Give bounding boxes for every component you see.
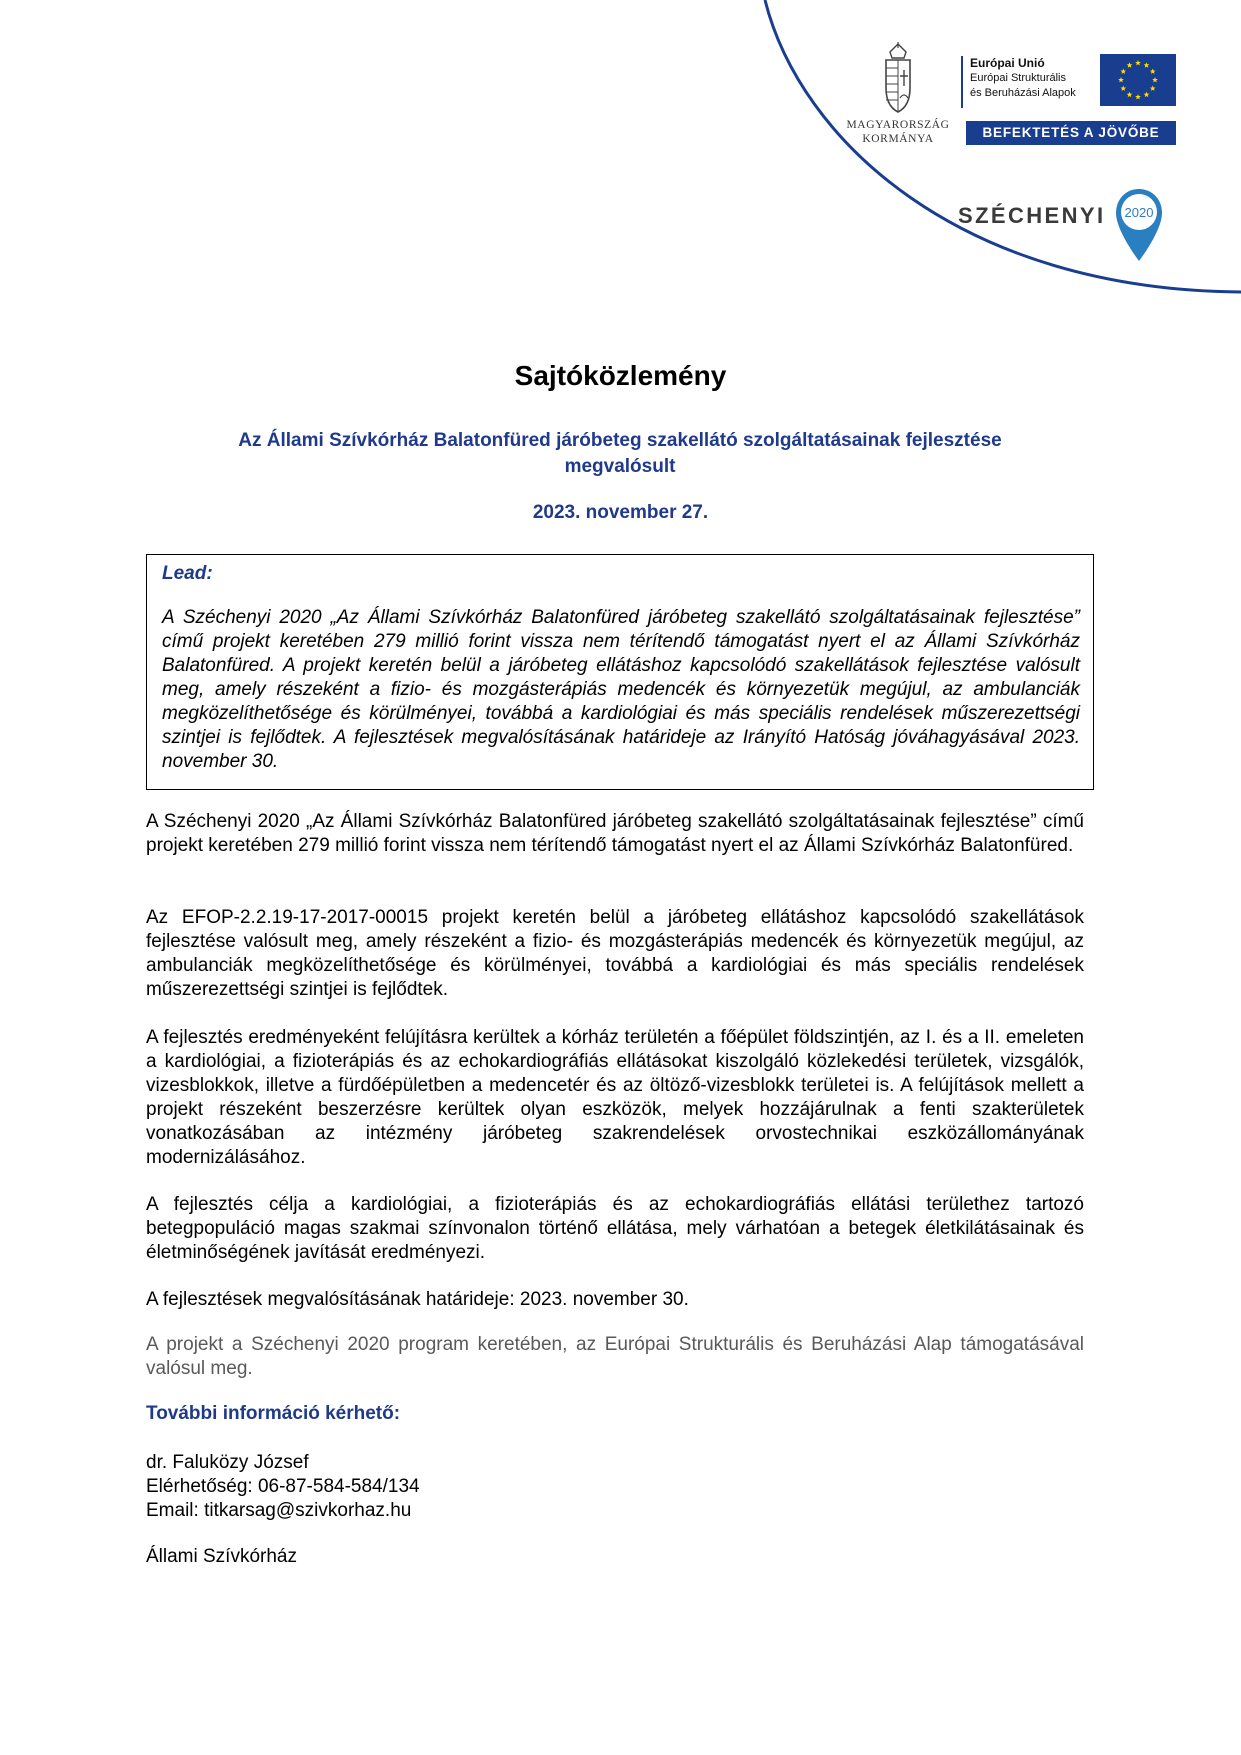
eu-logo-separator — [961, 56, 963, 108]
eu-banner: BEFEKTETÉS A JÖVŐBE — [966, 121, 1176, 145]
hungary-government-logo-text — [838, 118, 958, 146]
map-pin-icon — [1114, 187, 1164, 263]
more-info-heading: További információ kérhető: — [146, 1403, 401, 1424]
contact-email[interactable]: Email: titkarsag@szivkorhaz.hu — [146, 1500, 412, 1521]
page-title: Sajtóközlemény — [514, 360, 727, 391]
coat-of-arms-icon — [880, 42, 916, 116]
contact-name: dr. Faluközy József — [146, 1452, 309, 1473]
lead-text: A Széchenyi 2020 „Az Állami Szívkórház Balatonfüred járóbeteg szakellátó szolgáltatásainak fejlesztése” című projekt keretében 279 millió forint vissza nem térítendő támogatást nyert el az Állami Szívkórház Balatonfüred. A projekt keretén belül a járóbeteg ellátáshoz kapcsolódó szakellátások fejlesztése valósult meg, amely részeként a fizio- és mozgásterápiás medencék és környezetük megújul, az ambulanciák megközelíthetősége és körülményei, továbbá a kardiológiai és más speciális rendelések műszerezettségi szintjei is fejlődtek. A fejlesztések megvalósításának határideje az Irányító Hatóság jóváhagyásával 2023. november 30. — [162, 607, 1080, 772]
contact-phone: Elérhetőség: 06-87-584-584/134 — [146, 1476, 420, 1497]
paragraph-4: A fejlesztés célja a kardiológiai, a fizioterápiás és az echokardiográfiás ellátási területhez tartozó betegpopuláció magas szakmai színvonalon történő ellátása, mely várhatóan a betegek életkilátásainak és életminőségének javítását eredményezi. — [146, 1194, 1084, 1263]
hu-logo-line2: KORMÁNYA — [862, 133, 934, 145]
eu-line3: és Beruházási Alapok — [970, 87, 1076, 99]
paragraph-2: Az EFOP-2.2.19-17-2017-00015 projekt keretén belül a járóbeteg ellátáshoz kapcsolódó szakellátások fejlesztése valósult meg, amely részeként a fizio- és mozgásterápiás medencék és környezetük megújul, az ambulanciák megközelíthetősége és körülményei, továbbá a kardiológiai és más speciális rendelések műszerezettségi szintjei is fejlődtek. — [146, 907, 1084, 1000]
decorative-arc — [0, 0, 1241, 320]
eu-line1: Európai Unió — [970, 56, 1045, 70]
paragraph-6: A projekt a Széchenyi 2020 program keretében, az Európai Strukturális és Beruházási Alap támogatásával valósul meg. — [146, 1334, 1084, 1379]
eu-logo-text — [970, 56, 1076, 101]
eu-flag-icon — [1100, 54, 1176, 106]
page-subtitle: Az Állami Szívkórház Balatonfüred járóbeteg szakellátó szolgáltatásainak fejlesztése megvalósult — [238, 430, 1002, 477]
lead-label: Lead: — [162, 563, 213, 584]
release-date: 2023. november 27. — [532, 502, 709, 523]
hu-logo-line1: MAGYARORSZÁG — [846, 119, 950, 131]
paragraph-1: A Széchenyi 2020 „Az Állami Szívkórház Balatonfüred járóbeteg szakellátó szolgáltatásainak fejlesztése” című projekt keretében 279 millió forint vissza nem térítendő támogatást nyert el az Állami Szívkórház Balatonfüred. — [146, 811, 1084, 856]
contact-block — [146, 1451, 420, 1523]
paragraph-3: A fejlesztés eredményeként felújításra kerültek a kórház területén a főépület földszintjén, az I. és a II. emeleten a kardiológiai, a fizioterápiás és az echokardiográfiás ellátásokat kiszolgáló közlekedési területek, vizsgálók, vizesblokkok, illetve a fürdőépületben a medencetér és az öltöző-vizesblokk területei is. A felújítások mellett a projekt részeként beszerzésre kerültek olyan eszközök, melyek hozzájárulnak a fenti szakterületek vonatkozásában az intézmény járóbeteg szakrendelések orvostechnikai eszközállományának modernizálásához. — [146, 1027, 1084, 1168]
szechenyi-logo-text: SZÉCHENYI — [958, 203, 1106, 228]
paragraph-5: A fejlesztések megvalósításának határideje: 2023. november 30. — [146, 1289, 689, 1310]
eu-line2: Európai Strukturális — [970, 72, 1066, 84]
organization-name: Állami Szívkórház — [146, 1546, 297, 1567]
szechenyi-year: 2020 — [1124, 205, 1154, 220]
